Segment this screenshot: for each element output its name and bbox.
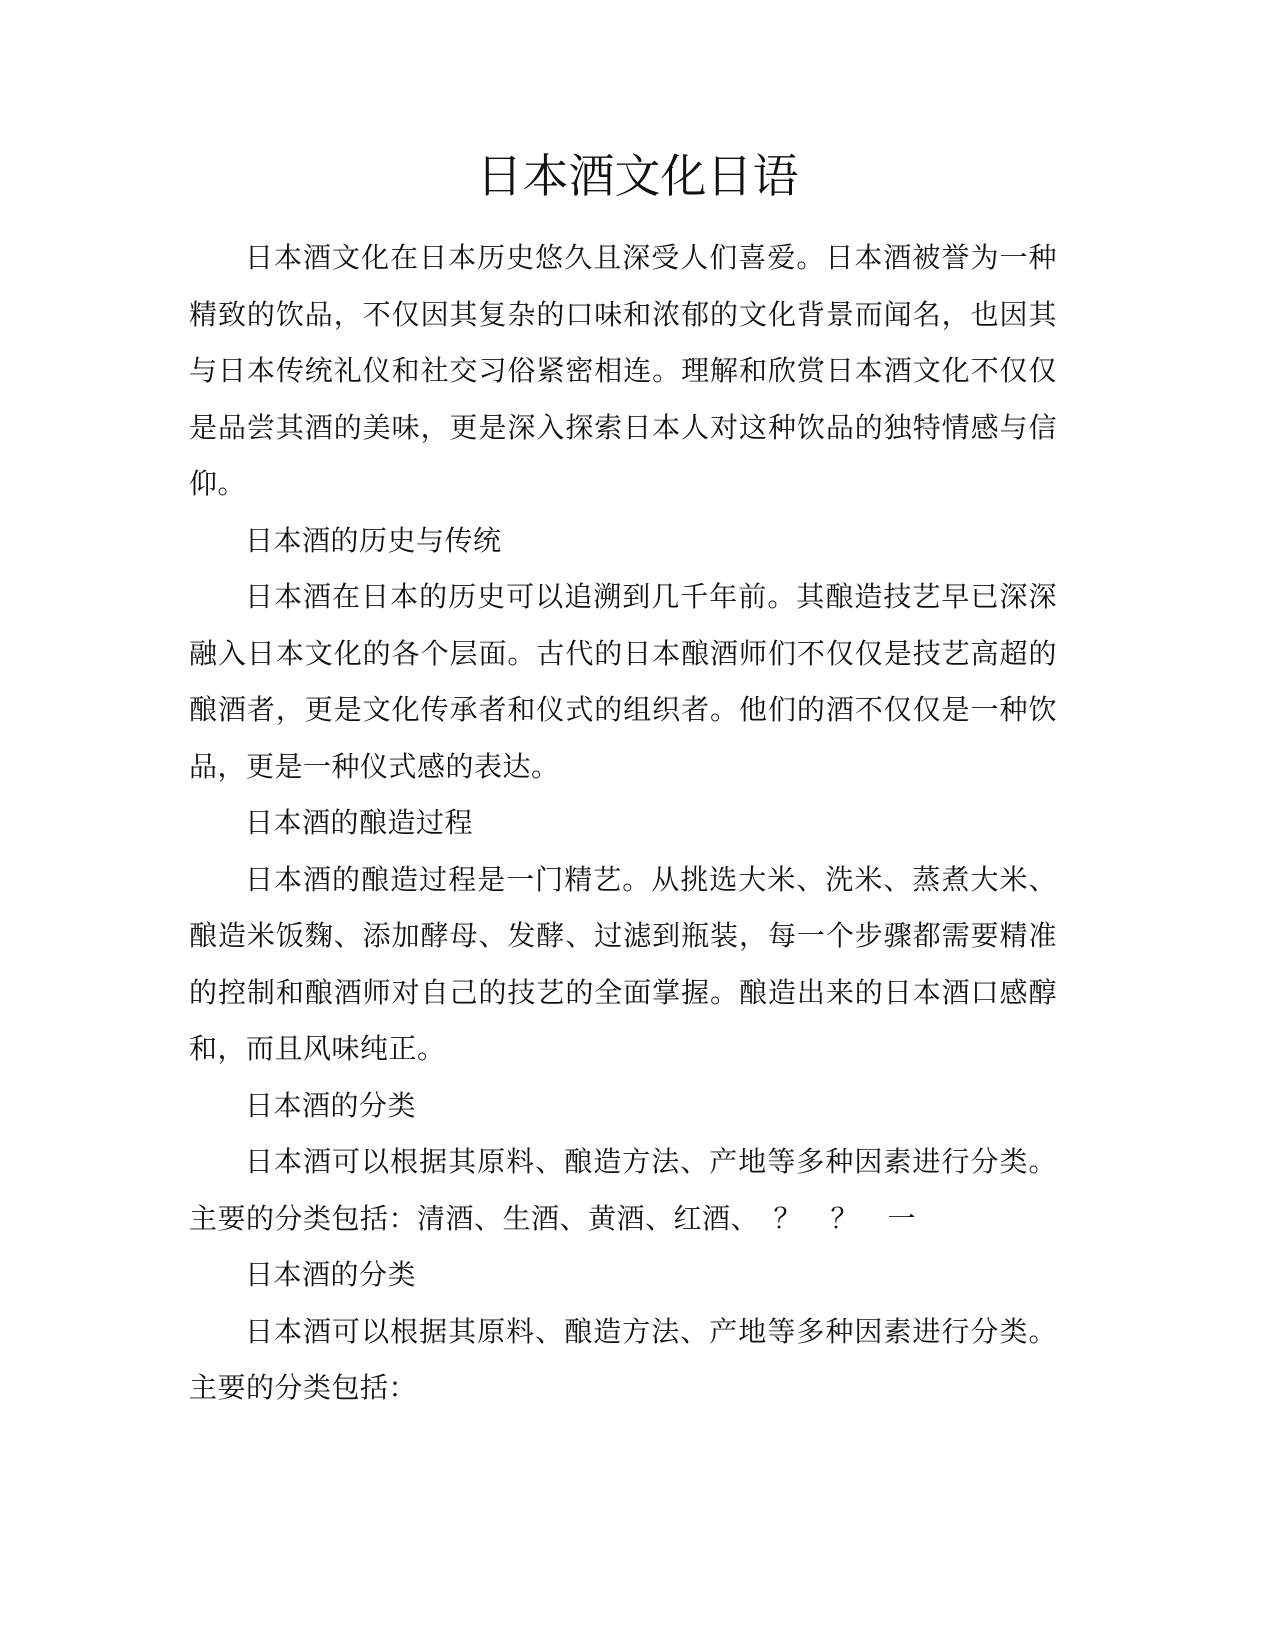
section-heading-classification-repeat: 日本酒的分类 [245, 1258, 417, 1291]
paragraph-brewing: 日本酒的酿造过程是一门精艺。从挑选大米、洗米、蒸煮大米、酿造米饭麴、添加酵母、发酵、过滤到瓶装，每一个步骤都需要精准的控制和酿酒师对自己的技艺的全面掌握。酿造出来的日本酒口感醇和，而且风味纯正。 [189, 862, 1057, 1065]
paragraph-classification: 日本酒可以根据其原料、酿造方法、产地等多种因素进行分类。主要的分类包括：清酒、生酒、黄酒、红酒、 ？ ？ 一 [189, 1145, 1057, 1235]
document-title: 日本酒文化日语 [476, 149, 799, 203]
section-heading-history: 日本酒的历史与传统 [245, 523, 502, 557]
document-body [189, 230, 1057, 1417]
paragraph-classification-repeat: 日本酒可以根据其原料、酿造方法、产地等多种因素进行分类。主要的分类包括： [189, 1314, 1057, 1404]
paragraph-history: 日本酒在日本的历史可以追溯到几千年前。其酿造技艺早已深深融入日本文化的各个层面。古代的日本酿酒师们不仅仅是技艺高超的酿酒者，更是文化传承者和仪式的组织者。他们的酒不仅仅是一种饮品，更是一种仪式感的表达。 [189, 580, 1057, 783]
section-heading-brewing: 日本酒的酿造过程 [245, 806, 474, 839]
section-heading-classification: 日本酒的分类 [245, 1088, 417, 1122]
paragraph-intro: 日本酒文化在日本历史悠久且深受人们喜爱。日本酒被誉为一种精致的饮品，不仅因其复杂的口味和浓郁的文化背景而闻名，也因其与日本传统礼仪和社交习俗紧密相连。理解和欣赏日本酒文化不仅仅是品尝其酒的美味，更是深入探索日本人对这种饮品的独特情感与信仰。 [189, 241, 1057, 500]
